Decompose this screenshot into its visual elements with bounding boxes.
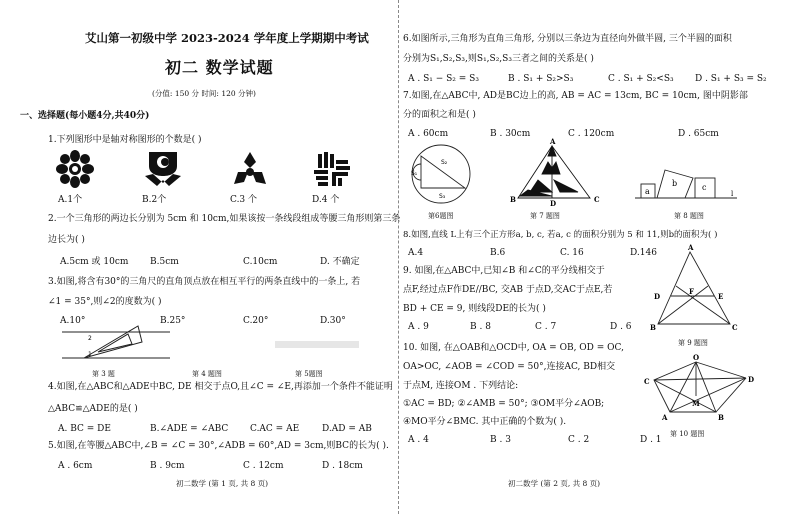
- q4-option-d: D.AD = AB: [322, 424, 372, 434]
- exam-title: 艾山第一初级中学 2023-2024 学年度上学期期中考试: [85, 31, 369, 45]
- q9-option-d: D . 6: [610, 322, 632, 332]
- figure-3-caption: 第 3 题: [92, 370, 115, 378]
- q6-option-c: C . S₁ + S₂<S₃: [608, 74, 674, 84]
- q10-option-a: A . 4: [408, 435, 429, 445]
- question-9-line-2: 点F,经过点F作DE//BC, 交AB 于点D,交AC于点E,若: [403, 285, 613, 295]
- figure-7-label-d: D: [550, 199, 557, 208]
- question-7-line-1: 7.如图,在△ABC中, AD是BC边上的高, AB = AC = 13cm, BC = 10cm, 图中阴影部: [403, 91, 748, 101]
- figure-8-label-c: c: [702, 183, 707, 192]
- q4-option-c: C.AC = AE: [250, 424, 300, 434]
- figure-9-label-e: E: [718, 292, 724, 301]
- question-2-line-2: 边长为( ): [48, 235, 85, 245]
- q10-option-b: B . 3: [490, 435, 511, 445]
- figure-9-label-a: A: [688, 243, 694, 252]
- figure-8-caption: 第 8 题图: [674, 212, 704, 220]
- q2-option-b: B.5cm: [150, 257, 179, 267]
- question-5-line-1: 5.如图,在等腰△ABC中,∠B = ∠C = 30°,∠ADB = 60°,AD = 3cm,则BC的长为( ).: [48, 441, 389, 451]
- q3-option-b: B.25°: [160, 316, 186, 326]
- page-divider: [398, 0, 399, 514]
- q5-option-d: D . 18cm: [322, 461, 363, 471]
- question-9-line-1: 9. 如图,在△ABC中,已知∠B 和∠C的平分线相交于: [403, 266, 605, 276]
- figure-7-caption: 第 7 题图: [530, 212, 560, 220]
- q9-option-c: C . 7: [535, 322, 557, 332]
- question-10-line-4: ①AC = BD; ②∠AMB = 50°; ③OM平分∠AOB;: [403, 399, 605, 409]
- question-10-line-5: ④MO平分∠BMC. 其中正确的个数为( ).: [403, 417, 567, 427]
- question-10-line-3: 于点M, 连接OM . 下列结论:: [403, 381, 519, 391]
- q6-option-a: A . S₁ − S₂ = S₃: [408, 74, 479, 84]
- question-4-line-1: 4.如图,在△ABC和△ADE中BC, DE 相交于点O,且∠C = ∠E,再添加一个条件不能证明: [48, 382, 393, 392]
- figure-3: [62, 318, 172, 366]
- q1-figure-2: [143, 150, 183, 188]
- question-6-line-2: 分别为S₁,S₂,S₃,则S₁,S₂,S₃三者之间的关系是( ): [403, 54, 594, 64]
- q2-option-a: A.5cm 或 10cm: [60, 257, 129, 267]
- figure-6-label-s2: S₂: [441, 159, 448, 166]
- figure-4-caption: 第 4 题图: [192, 370, 222, 378]
- question-8: 8.如图,直线 L上有三个正方形a, b, c, 若a, c 的面积分别为 5 和 11,则b的面积为( ): [403, 230, 718, 240]
- q2-option-d: D. 不确定: [320, 257, 360, 267]
- figure-8-label-a: a: [645, 187, 650, 196]
- figure-10-label-c: C: [644, 377, 650, 386]
- question-2-line-1: 2.一个三角形的两边长分别为 5cm 和 10cm,如果该按一条线段组成等腰三角形则第三条: [48, 214, 401, 224]
- q4-option-a: A. BC = DE: [58, 424, 111, 434]
- figure-5-caption: 第 5题图: [295, 370, 323, 378]
- figure-10-label-m: M: [692, 399, 700, 408]
- figure-7-label-b: B: [510, 195, 516, 204]
- figure-9-label-b: B: [650, 323, 656, 332]
- question-9-line-3: BD + CE = 9, 则线段DE的长为( ): [403, 304, 546, 314]
- q1-option-a: A.1个: [58, 195, 83, 205]
- page-1-footer: 初二数学 (第 1 页, 共 8 页): [176, 479, 269, 488]
- question-6-line-1: 6.如图所示,三角形为直角三角形, 分别以三条边为直径向外做半圆, 三个半圆的面积: [403, 34, 732, 44]
- figure-7-label-a: A: [550, 137, 556, 146]
- q5-option-c: C . 12cm: [243, 461, 284, 471]
- figure-6-label-s1: S₁: [411, 170, 418, 177]
- q9-option-b: B . 8: [470, 322, 491, 332]
- q10-option-d: D . 1: [640, 435, 662, 445]
- question-10-line-1: 10. 如图, 在△OAB和△OCD中, OA = OB, OD = OC,: [403, 343, 624, 353]
- figure-7-label-c: C: [594, 195, 600, 204]
- q1-option-b: B.2个: [142, 195, 167, 205]
- figure-9-label-d: D: [654, 292, 661, 301]
- q1-option-d: D.4 个: [312, 195, 340, 205]
- figure-9: [648, 243, 738, 336]
- figure-8-label-b: b: [672, 179, 678, 188]
- q7-option-b: B . 30cm: [490, 129, 531, 139]
- figure-10: [640, 354, 760, 424]
- q9-option-a: A . 9: [408, 322, 429, 332]
- figure-6-caption: 第6题图: [428, 212, 454, 220]
- question-3-line-2: ∠1 = 35°,则∠2的度数为( ): [48, 297, 162, 307]
- q8-option-c: C. 16: [560, 248, 584, 258]
- q8-option-b: B.6: [490, 248, 506, 258]
- figure-6-label-s3: S₃: [439, 193, 446, 200]
- q1-figure-3: [230, 150, 270, 188]
- figure-6: [405, 142, 475, 208]
- q6-option-d: D . S₁ + S₃ = S₂: [695, 74, 767, 84]
- q1-figure-1: [55, 150, 95, 188]
- q5-option-b: B . 9cm: [150, 461, 185, 471]
- figure-9-caption: 第 9 题图: [678, 339, 708, 347]
- figure-8: [635, 156, 745, 204]
- q3-option-c: C.20°: [243, 316, 269, 326]
- figure-9-label-c: C: [732, 323, 738, 332]
- question-3-line-1: 3.如图,将含有30°的三角尺的直角顶点放在相互平行的两条直线中的一条上, 若: [48, 277, 361, 287]
- q1-figure-4: [312, 150, 352, 188]
- figure-9-label-f: F: [689, 287, 694, 296]
- q8-option-d: D.146: [630, 248, 657, 258]
- q3-option-a: A.10°: [60, 316, 86, 326]
- q1-option-c: C.3 个: [230, 195, 258, 205]
- q2-option-c: C.10cm: [243, 257, 278, 267]
- page-2-footer: 初二数学 (第 2 页, 共 8 页): [508, 479, 601, 488]
- question-4-line-2: △ABC≌△ADE的是( ): [48, 404, 138, 414]
- q7-option-d: D . 65cm: [678, 129, 719, 139]
- figure-10-label-a: A: [662, 413, 668, 422]
- q8-option-a: A.4: [408, 248, 424, 258]
- q7-option-c: C . 120cm: [568, 129, 615, 139]
- figure-10-label-o: O: [693, 353, 700, 362]
- question-7-line-2: 分的面积之和是( ): [403, 110, 476, 120]
- q5-option-a: A . 6cm: [58, 461, 93, 471]
- figure-10-label-b: B: [718, 413, 724, 422]
- q4-option-b: B.∠ADE = ∠ABC: [150, 424, 229, 434]
- section-heading: 一、选择题(每小题4分,共40分): [20, 111, 150, 121]
- figure-10-label-d: D: [748, 375, 755, 384]
- figure-3-angle-label-2: 2: [88, 335, 92, 342]
- q7-option-a: A . 60cm: [408, 129, 449, 139]
- exam-info: (分值: 150 分 时间: 120 分钟): [152, 89, 256, 98]
- figure-3-angle-label-1: 1: [88, 351, 92, 358]
- figure-5-placeholder: [275, 341, 359, 348]
- figure-8-label-l: l: [731, 190, 734, 198]
- figure-10-caption: 第 10 题图: [670, 430, 705, 438]
- page-title: 初二 数学试题: [165, 58, 274, 77]
- question-1: 1.下列图形中是轴对称图形的个数是( ): [48, 135, 202, 145]
- q6-option-b: B . S₁ + S₂>S₃: [508, 74, 574, 84]
- exam-page-2: [400, 0, 794, 514]
- q3-option-d: D.30°: [320, 316, 346, 326]
- figure-7: [508, 137, 608, 208]
- q10-option-c: C . 2: [568, 435, 590, 445]
- question-10-line-2: OA>OC, ∠AOB = ∠COD = 50°,连接AC, BD相交: [403, 362, 616, 372]
